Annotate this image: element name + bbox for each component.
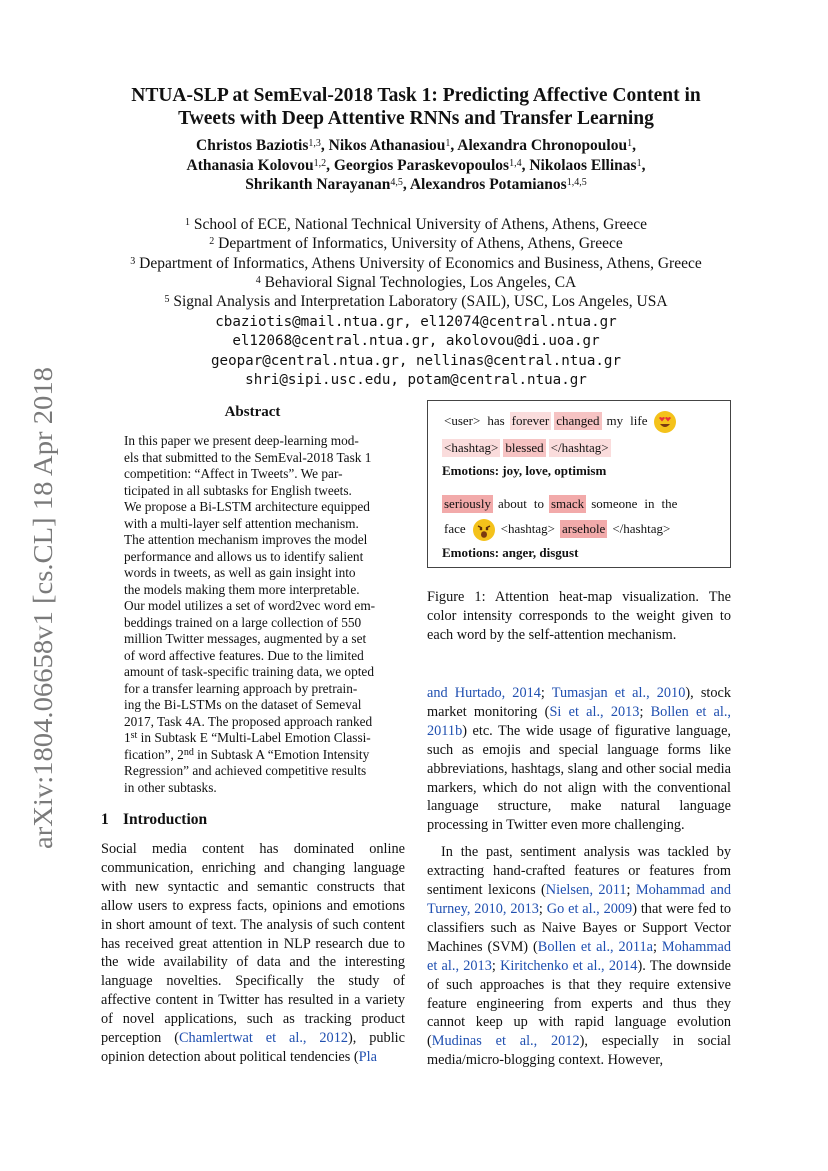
author-affil-marker: 1 — [445, 138, 451, 149]
citation-link: Nielsen, 2011 — [545, 882, 627, 899]
affiliation-line — [90, 292, 742, 311]
arxiv-stamp-text: arXiv:1804.06658v1 [cs.CL] 18 Apr 2018 — [28, 394, 58, 849]
heatmap-word: arsehole — [562, 520, 606, 536]
body-text: ; — [639, 703, 651, 720]
author-affil-marker: 1 — [636, 157, 642, 169]
introduction-left-column — [101, 840, 405, 1067]
intro-paragraph-continued — [427, 684, 731, 835]
affiliation-list — [90, 215, 742, 311]
citation-link: Kiritchenko et al., 2014 — [500, 957, 638, 974]
abstract-line: for a transfer learning approach by pretrain- — [124, 680, 358, 696]
abstract-line: ing the Bi-LSTMs on the dataset of Semeval — [124, 697, 362, 712]
affiliation-marker: 2 — [209, 236, 215, 248]
email-line: shri@sipi.usc.edu, potam@central.ntua.gr — [245, 371, 587, 388]
affiliation-text: Behavioral Signal Technologies, Los Angeles, CA — [260, 273, 577, 291]
heatmap-word: forever — [511, 412, 550, 428]
abstract-text: in Subtask E “Multi-Label Emotion Classi- — [137, 730, 371, 745]
introduction-right-column — [427, 684, 731, 1070]
body-text: ), especially in social media/micro-blogging context. However, — [427, 1033, 731, 1069]
title-line-1: NTUA-SLP at SemEval-2018 Task 1: Predicting Affective Content in — [131, 85, 701, 106]
email-line: cbaziotis@mail.ntua.gr, el12074@central.ntua.gr — [215, 314, 617, 330]
affiliation-line — [90, 215, 742, 234]
abstract-body — [124, 433, 381, 796]
author-affil-marker: 1,4,5 — [566, 177, 587, 188]
abstract-line: in other subtasks. — [124, 779, 217, 795]
heatmap-word: life — [630, 412, 648, 428]
heatmap-word: has — [487, 412, 505, 428]
angry-face-emoji-icon — [473, 519, 495, 541]
citation-link: Mudinas et al., 2012 — [431, 1033, 580, 1050]
abstract-line: words in tweets, as well as gain insight into — [124, 565, 356, 580]
abstract-line: els that submitted to the SemEval-2018 Task 1 — [124, 449, 372, 465]
intro-paragraph-2 — [427, 843, 731, 1070]
author-name: Christos Baziotis — [196, 137, 309, 154]
heatmap-word: blessed — [505, 440, 544, 455]
body-text: ), public opinion detection about political tendencies ( — [101, 1030, 405, 1065]
citation-link: Mohammad et al., 2013 — [427, 938, 731, 974]
section-title: Introduction — [123, 811, 208, 828]
heart-eyes-emoji-icon — [654, 411, 676, 433]
example-2-emotions: Emotions: anger, disgust — [442, 545, 579, 560]
abstract-line: the models making them more interpretable. — [124, 581, 360, 597]
body-text: Social media content has dominated online communication, enriching and changing language with new syntactic and semantic constructs that allow users to express facts, opinions and emotions in short amount of text. The analysis of such content has received great attention in NLP research due to the wide availability of data and the interesting language novelties. Specifically the study of affective content in Twitter has resulted in a variety of novel applications, such as tracking product perception ( — [101, 841, 405, 1047]
figure-1-caption — [427, 588, 731, 645]
abstract-text: 1 — [124, 730, 131, 745]
heatmap-word: </hashtag> — [612, 520, 671, 536]
heatmap-word: face — [444, 520, 466, 536]
arxiv-stamp — [22, 362, 62, 852]
abstract-line: beddings trained on a large collection of 550 — [124, 614, 362, 630]
author-name: Shrikanth Narayanan — [245, 176, 391, 193]
affiliation-marker: 3 — [130, 255, 136, 267]
heatmap-word: smack — [550, 496, 585, 511]
heatmap-word: in — [644, 496, 655, 511]
author-name: Nikolaos Ellinas — [529, 156, 637, 174]
affiliation-marker: 1 — [184, 217, 190, 228]
body-text: ) etc. The wide usage of figurative language, such as emojis and special language forms like abbreviations, hashtags, slang and other social media markers, which do not align with the conventional language structure, make natural language processing in Twitter even more challenging. — [427, 722, 731, 834]
citation-link: Chamlertwat et al., 2012 — [179, 1030, 348, 1047]
ordinal-suffix: st — [130, 730, 138, 741]
caption-text: Attention heat-map visualization. The color intensity corresponds to the weight given to each word by the self-attention mechanism. — [427, 589, 731, 643]
abstract-line: 2017, Task 4A. The proposed approach ranked — [124, 713, 373, 729]
body-text: ; — [540, 685, 552, 701]
author-name: Athanasia Kolovou — [186, 156, 314, 174]
example-1-emotions: Emotions: joy, love, optimism — [442, 463, 607, 478]
affiliation-text: Department of Informatics, Athens University of Economics and Business, Athens, Greece — [135, 254, 702, 272]
abstract-line: In this paper we present deep-learning mod- — [124, 433, 359, 448]
abstract-line: ticipated in all subtasks for English tweets. — [124, 482, 352, 498]
abstract-line: of word affective features. Due to the limited — [124, 647, 364, 663]
body-text: ), stock market monitoring ( — [427, 685, 731, 720]
author-affil-marker: 4,5 — [390, 177, 403, 188]
author-affil-marker: 1,3 — [308, 138, 321, 149]
body-text: In the past, sentiment analysis was tackled by extracting hand-crafted features or features from sentiment lexicons ( — [427, 844, 731, 899]
abstract-line: amount of task-specific training data, we opted — [124, 664, 374, 679]
title-line-2: Tweets with Deep Attentive RNNs and Transfer Learning — [178, 108, 654, 129]
example-2-line-2 — [442, 519, 675, 541]
abstract-text: fication”, 2 — [124, 746, 184, 762]
email-line: geopar@central.ntua.gr, nellinas@central.ntua.gr — [211, 352, 621, 369]
paper-title — [100, 84, 732, 130]
citation-link: and Hurtado, 2014 — [427, 685, 541, 701]
author-name: Alexandra Chronopoulou — [457, 137, 628, 154]
abstract-line — [124, 747, 369, 762]
citation-link: Tumasjan et al., 2010 — [551, 685, 686, 701]
affiliation-marker: 5 — [164, 294, 170, 306]
abstract-line: Our model utilizes a set of word2vec word em- — [124, 598, 376, 613]
citation-link: Si et al., 2013 — [549, 703, 640, 720]
abstract-line: million Twitter messages, augmented by a set — [124, 631, 367, 646]
affiliation-line — [90, 234, 742, 253]
body-text: ; — [652, 938, 662, 955]
email-list — [90, 313, 742, 390]
abstract-line: with a multi-layer self attention mechanism. — [124, 515, 359, 531]
example-1-line-1 — [442, 411, 676, 433]
body-text: ) that were fed to classifiers such as Naive Bayes or Support Vector Machines (SVM) ( — [427, 900, 732, 955]
author-affil-marker: 1 — [627, 138, 633, 149]
citation-link: Pla — [358, 1048, 377, 1065]
affiliation-text: Signal Analysis and Interpretation Laboratory (SAIL), USC, Los Angeles, USA — [169, 293, 668, 311]
affiliation-marker: 4 — [255, 274, 261, 286]
heatmap-word: my — [606, 412, 624, 428]
email-line: el12068@central.ntua.gr, akolovou@di.uoa.gr — [232, 333, 600, 350]
affiliation-text: Department of Informatics, University of Athens, Athens, Greece — [214, 235, 623, 253]
heatmap-word: to — [533, 496, 544, 511]
example-2-line-1 — [442, 495, 682, 513]
body-text: ). The downside of such approaches is that they require extensive feature engineering from experts and thus they cannot keep up with rapid language evolution ( — [427, 957, 732, 1050]
body-text: ; — [538, 900, 547, 917]
section-heading-introduction — [101, 811, 207, 829]
heatmap-word: seriously — [444, 496, 491, 511]
citation-link: Bollen et al., 2011b — [427, 703, 731, 739]
heatmap-word: someone — [591, 496, 638, 511]
affiliation-text: School of ECE, National Technical University of Athens, Athens, Greece — [189, 216, 648, 233]
heatmap-word: changed — [556, 412, 600, 428]
abstract-line: competition: “Affect in Tweets”. We par- — [124, 466, 343, 481]
author-name: Georgios Paraskevopoulos — [333, 156, 510, 174]
heatmap-word: <user> — [444, 412, 481, 428]
heatmap-word: the — [661, 496, 678, 511]
author-affil-marker: 1,4 — [509, 157, 522, 169]
ordinal-suffix: nd — [183, 746, 194, 758]
abstract-text: in Subtask A “Emotion Intensity — [193, 746, 370, 762]
citation-link: Go et al., 2009 — [546, 900, 633, 917]
body-text: ; — [626, 882, 636, 899]
body-text: ; — [491, 957, 501, 974]
heatmap-word: <hashtag> — [444, 440, 499, 455]
heatmap-word: </hashtag> — [550, 440, 609, 455]
abstract-line: The attention mechanism improves the model — [124, 532, 368, 547]
abstract-line: We propose a Bi-LSTM architecture equipped — [124, 499, 370, 514]
author-affil-marker: 1,2 — [313, 157, 327, 169]
section-number: 1 — [101, 811, 109, 828]
abstract-line — [124, 730, 371, 745]
affiliation-line — [90, 254, 742, 273]
affiliation-line — [90, 273, 742, 292]
heatmap-word: <hashtag> — [500, 520, 556, 536]
author-name: Nikos Athanasiou — [328, 137, 446, 154]
author-name: Alexandros Potamianos — [409, 176, 567, 193]
caption-label: Figure 1: — [427, 589, 486, 605]
abstract-heading: Abstract — [224, 404, 281, 420]
author-list: Christos Baziotis$^{1,3}$, Nikos Athanasiou$^1$, Alexandra Chronopoulou$^1$, Athanasia Kolovou$^{1,2}$, Georgios Paraskevopoulos$^{1,4}$, Nikolaos Ellinas$^1$, Shrikanth Narayanan$^{4,5}$, Alexandros Potamianos$^{1,4,5}$ — [186, 137, 646, 193]
figure-1-attention-heatmap — [427, 400, 731, 568]
heatmap-word: about — [497, 496, 527, 511]
abstract-line: performance and allows us to identify salient — [124, 548, 364, 564]
example-1-line-2 — [442, 439, 614, 457]
citation-link: Mohammad and Turney, 2010, 2013 — [427, 882, 731, 917]
citation-link: Bollen et al., 2011a — [537, 938, 653, 955]
abstract-line: Regression” and achieved competitive results — [124, 763, 367, 778]
